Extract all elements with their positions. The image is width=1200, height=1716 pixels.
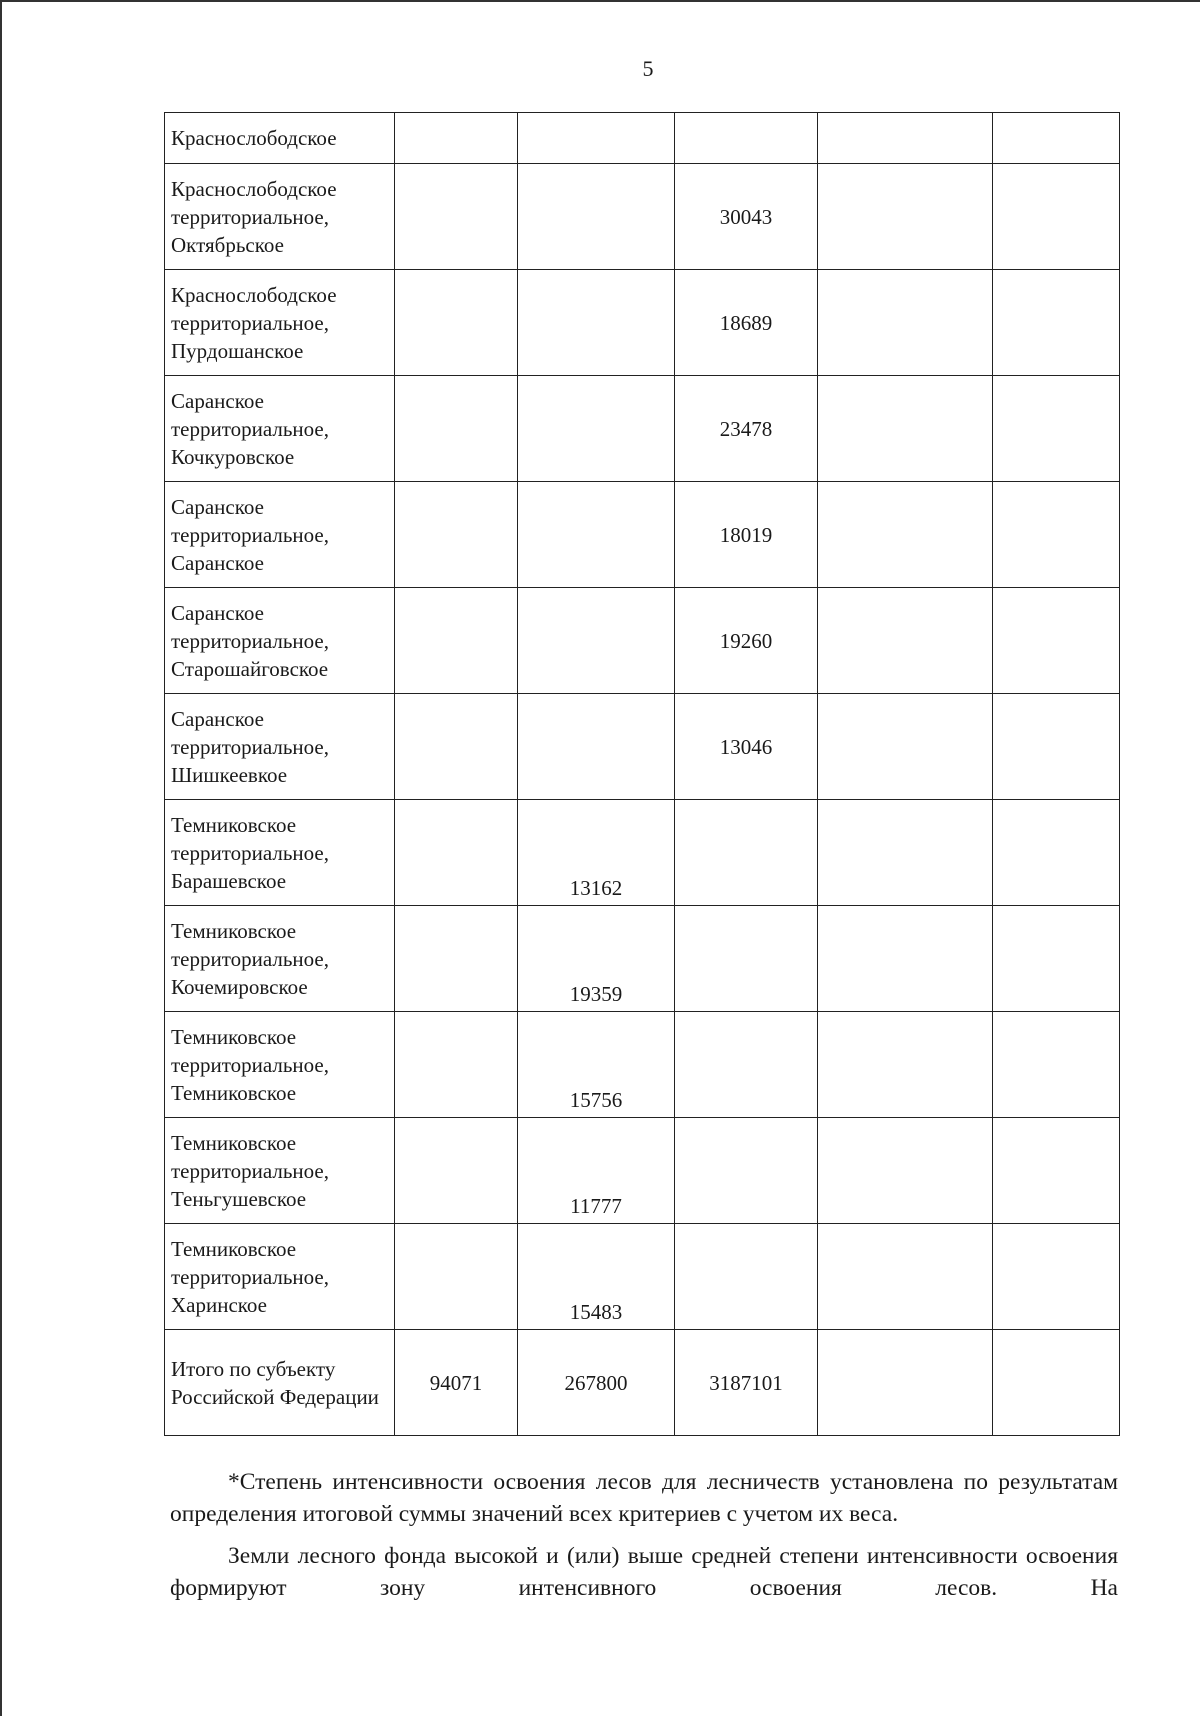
value-cell-col-2 — [395, 906, 518, 1012]
value-cell-col-3 — [518, 113, 675, 164]
table-row — [165, 376, 1120, 482]
forestry-name-cell: Итого по субъекту Российской Федерации — [165, 1330, 395, 1436]
value-cell-col-4: 18689 — [675, 270, 818, 376]
value-cell-col-6 — [993, 113, 1120, 164]
forestry-name-cell: Саранское территориальное, Шишкеевкое — [165, 694, 395, 800]
value-cell-col-2 — [395, 164, 518, 270]
value-cell-col-4: 30043 — [675, 164, 818, 270]
value-cell-col-2: 94071 — [395, 1330, 518, 1436]
table-row — [165, 1330, 1120, 1436]
table-row — [165, 694, 1120, 800]
value-cell-col-6 — [993, 1012, 1120, 1118]
value-cell-col-4 — [675, 1118, 818, 1224]
value-cell-col-2 — [395, 694, 518, 800]
value-cell-col-6 — [993, 270, 1120, 376]
value-cell-col-3 — [518, 482, 675, 588]
value-cell-col-2 — [395, 1012, 518, 1118]
forestry-name-cell: Темниковское территориальное, Кочемировское — [165, 906, 395, 1012]
forestry-name-cell: Саранское территориальное, Кочкуровское — [165, 376, 395, 482]
value-cell-col-2 — [395, 482, 518, 588]
value-cell-col-3 — [518, 588, 675, 694]
forestry-name-cell: Саранское территориальное, Старошайговское — [165, 588, 395, 694]
value-cell-col-2 — [395, 1224, 518, 1330]
value-cell-col-3: 13162 — [518, 800, 675, 906]
table-row — [165, 1118, 1120, 1224]
value-cell-col-6 — [993, 1330, 1120, 1436]
value-cell-col-3: 15483 — [518, 1224, 675, 1330]
value-cell-col-6 — [993, 376, 1120, 482]
value-cell-col-4 — [675, 1012, 818, 1118]
value-cell-col-2 — [395, 113, 518, 164]
value-cell-col-2 — [395, 800, 518, 906]
value-cell-col-4: 19260 — [675, 588, 818, 694]
page-number: 5 — [642, 56, 654, 81]
value-cell-col-5 — [818, 800, 993, 906]
table-row — [165, 1012, 1120, 1118]
value-cell-col-2 — [395, 270, 518, 376]
forestry-table — [164, 112, 1120, 1436]
footnote-paragraph-2: Земли лесного фонда высокой и (или) выше средней степени интенсивности освоения формируют зону интенсивного освоения лесов. На — [170, 1543, 1118, 1601]
value-cell-col-5 — [818, 1224, 993, 1330]
value-cell-col-4 — [675, 906, 818, 1012]
value-cell-col-6 — [993, 482, 1120, 588]
value-cell-col-3: 267800 — [518, 1330, 675, 1436]
footnote-paragraph-1: *Степень интенсивности освоения лесов для лесничеств установлена по результатам определения итоговой суммы значений всех критериев с учетом их веса. — [170, 1469, 1118, 1527]
forestry-name-cell: Темниковское территориальное, Темниковское — [165, 1012, 395, 1118]
value-cell-col-4 — [675, 113, 818, 164]
table-row — [165, 270, 1120, 376]
value-cell-col-3 — [518, 694, 675, 800]
value-cell-col-4 — [675, 1224, 818, 1330]
value-cell-col-5 — [818, 906, 993, 1012]
value-cell-col-5 — [818, 113, 993, 164]
footnote-text — [170, 1466, 1118, 1604]
table-row — [165, 588, 1120, 694]
forestry-name-cell: Краснослободское территориальное, Пурдошанское — [165, 270, 395, 376]
value-cell-col-5 — [818, 164, 993, 270]
value-cell-col-3 — [518, 376, 675, 482]
value-cell-col-5 — [818, 1118, 993, 1224]
table-row — [165, 906, 1120, 1012]
forestry-name-cell: Краснослободское — [165, 113, 395, 164]
value-cell-col-6 — [993, 800, 1120, 906]
value-cell-col-4: 23478 — [675, 376, 818, 482]
forestry-name-cell: Краснослободское территориальное, Октябрьское — [165, 164, 395, 270]
value-cell-col-3: 15756 — [518, 1012, 675, 1118]
table-row — [165, 1224, 1120, 1330]
table-row — [165, 113, 1120, 164]
value-cell-col-6 — [993, 694, 1120, 800]
value-cell-col-4: 13046 — [675, 694, 818, 800]
table-row — [165, 164, 1120, 270]
value-cell-col-3 — [518, 164, 675, 270]
table-row — [165, 800, 1120, 906]
value-cell-col-3: 19359 — [518, 906, 675, 1012]
value-cell-col-2 — [395, 588, 518, 694]
forestry-name-cell: Темниковское территориальное, Теньгушевское — [165, 1118, 395, 1224]
value-cell-col-6 — [993, 588, 1120, 694]
value-cell-col-5 — [818, 1330, 993, 1436]
forestry-name-cell: Темниковское территориальное, Харинское — [165, 1224, 395, 1330]
value-cell-col-5 — [818, 376, 993, 482]
table-row — [165, 482, 1120, 588]
forestry-name-cell: Темниковское территориальное, Барашевское — [165, 800, 395, 906]
value-cell-col-5 — [818, 482, 993, 588]
value-cell-col-5 — [818, 1012, 993, 1118]
value-cell-col-6 — [993, 1224, 1120, 1330]
value-cell-col-5 — [818, 588, 993, 694]
value-cell-col-4 — [675, 800, 818, 906]
value-cell-col-4: 3187101 — [675, 1330, 818, 1436]
value-cell-col-6 — [993, 1118, 1120, 1224]
value-cell-col-3 — [518, 270, 675, 376]
value-cell-col-6 — [993, 164, 1120, 270]
value-cell-col-2 — [395, 376, 518, 482]
table-body — [165, 113, 1120, 1436]
forestry-name-cell: Саранское территориальное, Саранское — [165, 482, 395, 588]
value-cell-col-4: 18019 — [675, 482, 818, 588]
value-cell-col-2 — [395, 1118, 518, 1224]
value-cell-col-6 — [993, 906, 1120, 1012]
value-cell-col-5 — [818, 694, 993, 800]
value-cell-col-3: 11777 — [518, 1118, 675, 1224]
value-cell-col-5 — [818, 270, 993, 376]
